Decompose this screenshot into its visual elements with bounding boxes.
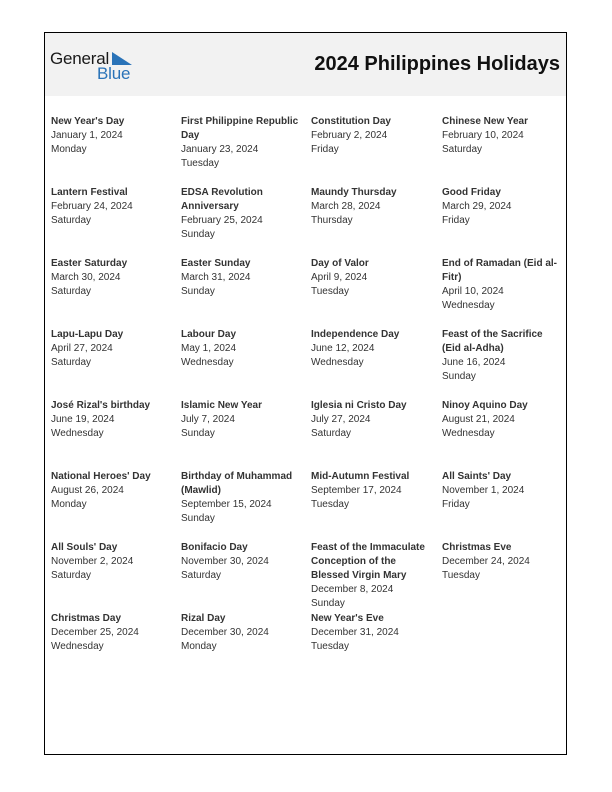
holiday-entry: [51, 541, 181, 612]
holiday-name: Christmas Eve: [442, 542, 512, 553]
document-page: [44, 32, 567, 755]
holiday-name: Iglesia ni Cristo Day: [311, 400, 407, 411]
holiday-date: August 26, 2024: [51, 485, 124, 496]
holiday-name: Constitution Day: [311, 116, 391, 127]
holiday-weekday: Saturday: [51, 215, 92, 226]
holiday-weekday: Tuesday: [442, 570, 480, 581]
holiday-date: December 24, 2024: [442, 556, 530, 567]
holiday-entry: [442, 257, 566, 328]
holiday-date: May 1, 2024: [181, 343, 237, 354]
holiday-weekday: Friday: [311, 144, 339, 155]
holiday-weekday: Tuesday: [311, 286, 349, 297]
holiday-weekday: Tuesday: [181, 158, 219, 169]
holiday-name: Lapu-Lapu Day: [51, 329, 124, 340]
holiday-date: April 27, 2024: [51, 343, 113, 354]
holiday-weekday: Sunday: [181, 513, 215, 524]
holiday-entry: [51, 257, 181, 328]
holiday-date: November 1, 2024: [442, 485, 525, 496]
holiday-date: December 8, 2024: [311, 584, 394, 595]
holiday-entry: [311, 541, 442, 612]
holiday-entry: [442, 470, 566, 541]
holiday-entry: [181, 399, 311, 470]
holiday-date: February 24, 2024: [51, 201, 133, 212]
holiday-entry: [51, 612, 181, 683]
holiday-entry: [311, 470, 442, 541]
holiday-weekday: Wednesday: [51, 428, 104, 439]
holiday-entry: [311, 328, 442, 399]
holiday-date: February 2, 2024: [311, 130, 388, 141]
holiday-entry: [311, 115, 442, 186]
holiday-date: April 10, 2024: [442, 286, 504, 297]
holiday-date: June 16, 2024: [442, 357, 506, 368]
page-title: 2024 Philippines Holidays: [314, 53, 560, 75]
holiday-weekday: Saturday: [51, 570, 92, 581]
holiday-weekday: Saturday: [311, 428, 352, 439]
holiday-weekday: Sunday: [181, 286, 215, 297]
holiday-entry: [311, 399, 442, 470]
holiday-entry: [181, 470, 311, 541]
holiday-entry: [181, 612, 311, 683]
holiday-date: March 29, 2024: [442, 201, 512, 212]
holiday-weekday: Sunday: [181, 229, 215, 240]
holiday-name: Labour Day: [181, 329, 237, 340]
generalblue-logo: [50, 50, 140, 84]
holiday-date: March 28, 2024: [311, 201, 381, 212]
holiday-date: January 1, 2024: [51, 130, 123, 141]
holiday-entry: [181, 541, 311, 612]
holiday-name: Christmas Day: [51, 613, 122, 624]
header-band: [45, 33, 566, 96]
holiday-name: Chinese New Year: [442, 116, 528, 127]
holiday-date: September 15, 2024: [181, 499, 272, 510]
holiday-date: November 2, 2024: [51, 556, 134, 567]
holiday-date: March 30, 2024: [51, 272, 121, 283]
holiday-name: All Saints' Day: [442, 471, 512, 482]
holiday-name: First Philippine Republic Day: [181, 116, 299, 141]
holiday-name: Easter Sunday: [181, 258, 251, 269]
holiday-name: End of Ramadan (Eid al-Fitr): [442, 258, 558, 283]
holiday-entry: [181, 186, 311, 257]
holiday-entry: [181, 257, 311, 328]
holiday-date: June 19, 2024: [51, 414, 115, 425]
holiday-name: Lantern Festival: [51, 187, 128, 198]
holiday-name: Rizal Day: [181, 613, 226, 624]
holiday-date: March 31, 2024: [181, 272, 251, 283]
holiday-entry: [442, 115, 566, 186]
holiday-date: December 25, 2024: [51, 627, 139, 638]
holiday-entry: [442, 328, 566, 399]
holiday-weekday: Sunday: [181, 428, 215, 439]
holiday-weekday: Saturday: [51, 286, 92, 297]
holiday-date: July 27, 2024: [311, 414, 371, 425]
holiday-date: June 12, 2024: [311, 343, 375, 354]
holiday-name: Good Friday: [442, 187, 501, 198]
holiday-grid: [51, 115, 566, 683]
holiday-weekday: Tuesday: [311, 641, 349, 652]
holiday-name: New Year's Eve: [311, 613, 384, 624]
holiday-entry: [51, 115, 181, 186]
holiday-weekday: Tuesday: [311, 499, 349, 510]
holiday-name: Islamic New Year: [181, 400, 262, 411]
holiday-name: National Heroes' Day: [51, 471, 151, 482]
holiday-name: Birthday of Muhammad (Mawlid): [181, 471, 293, 496]
holiday-entry: [442, 541, 566, 612]
holiday-entry: [51, 399, 181, 470]
holiday-date: February 10, 2024: [442, 130, 524, 141]
holiday-date: September 17, 2024: [311, 485, 402, 496]
holiday-name: José Rizal's birthday: [51, 400, 151, 411]
holiday-weekday: Sunday: [442, 371, 476, 382]
holiday-entry: [181, 328, 311, 399]
holiday-weekday: Friday: [442, 499, 470, 510]
holiday-weekday: Saturday: [51, 357, 92, 368]
holiday-weekday: Friday: [442, 215, 470, 226]
holiday-date: December 30, 2024: [181, 627, 269, 638]
holiday-weekday: Sunday: [311, 598, 345, 609]
holiday-name: EDSA Revolution Anniversary: [181, 187, 263, 212]
holiday-name: Easter Saturday: [51, 258, 128, 269]
holiday-entry: [51, 470, 181, 541]
holiday-entry: [51, 186, 181, 257]
holiday-date: April 9, 2024: [311, 272, 368, 283]
holiday-weekday: Wednesday: [442, 428, 495, 439]
holiday-name: Feast of the Sacrifice (Eid al-Adha): [442, 329, 543, 354]
holiday-weekday: Wednesday: [442, 300, 495, 311]
holiday-entry: [311, 257, 442, 328]
holiday-weekday: Saturday: [442, 144, 483, 155]
holiday-date: July 7, 2024: [181, 414, 235, 425]
holiday-date: January 23, 2024: [181, 144, 259, 155]
holiday-date: December 31, 2024: [311, 627, 399, 638]
holiday-name: Maundy Thursday: [311, 187, 397, 198]
holiday-name: Bonifacio Day: [181, 542, 248, 553]
holiday-name: Independence Day: [311, 329, 400, 340]
holiday-name: All Souls' Day: [51, 542, 118, 553]
logo-blue-text: Blue: [97, 64, 131, 83]
holiday-entry: [311, 612, 442, 683]
holiday-weekday: Wednesday: [181, 357, 234, 368]
holiday-name: Feast of the Immaculate Conception of the Blessed Virgin Mary: [311, 542, 425, 581]
holiday-weekday: Wednesday: [311, 357, 364, 368]
holiday-entry: [51, 328, 181, 399]
holiday-name: Day of Valor: [311, 258, 369, 269]
logo-general-text: General: [50, 49, 110, 68]
holiday-weekday: Monday: [51, 144, 87, 155]
holiday-entry: [442, 399, 566, 470]
holiday-entry: [181, 115, 311, 186]
holiday-name: New Year's Day: [51, 116, 125, 127]
holiday-entry: [311, 186, 442, 257]
holiday-weekday: Monday: [181, 641, 217, 652]
holiday-name: Ninoy Aquino Day: [442, 400, 528, 411]
holiday-date: November 30, 2024: [181, 556, 269, 567]
holiday-entry: [442, 186, 566, 257]
holiday-weekday: Saturday: [181, 570, 222, 581]
holiday-weekday: Wednesday: [51, 641, 104, 652]
holiday-date: February 25, 2024: [181, 215, 263, 226]
holiday-date: August 21, 2024: [442, 414, 515, 425]
holiday-weekday: Monday: [51, 499, 87, 510]
holiday-name: Mid-Autumn Festival: [311, 471, 410, 482]
holiday-weekday: Thursday: [311, 215, 353, 226]
